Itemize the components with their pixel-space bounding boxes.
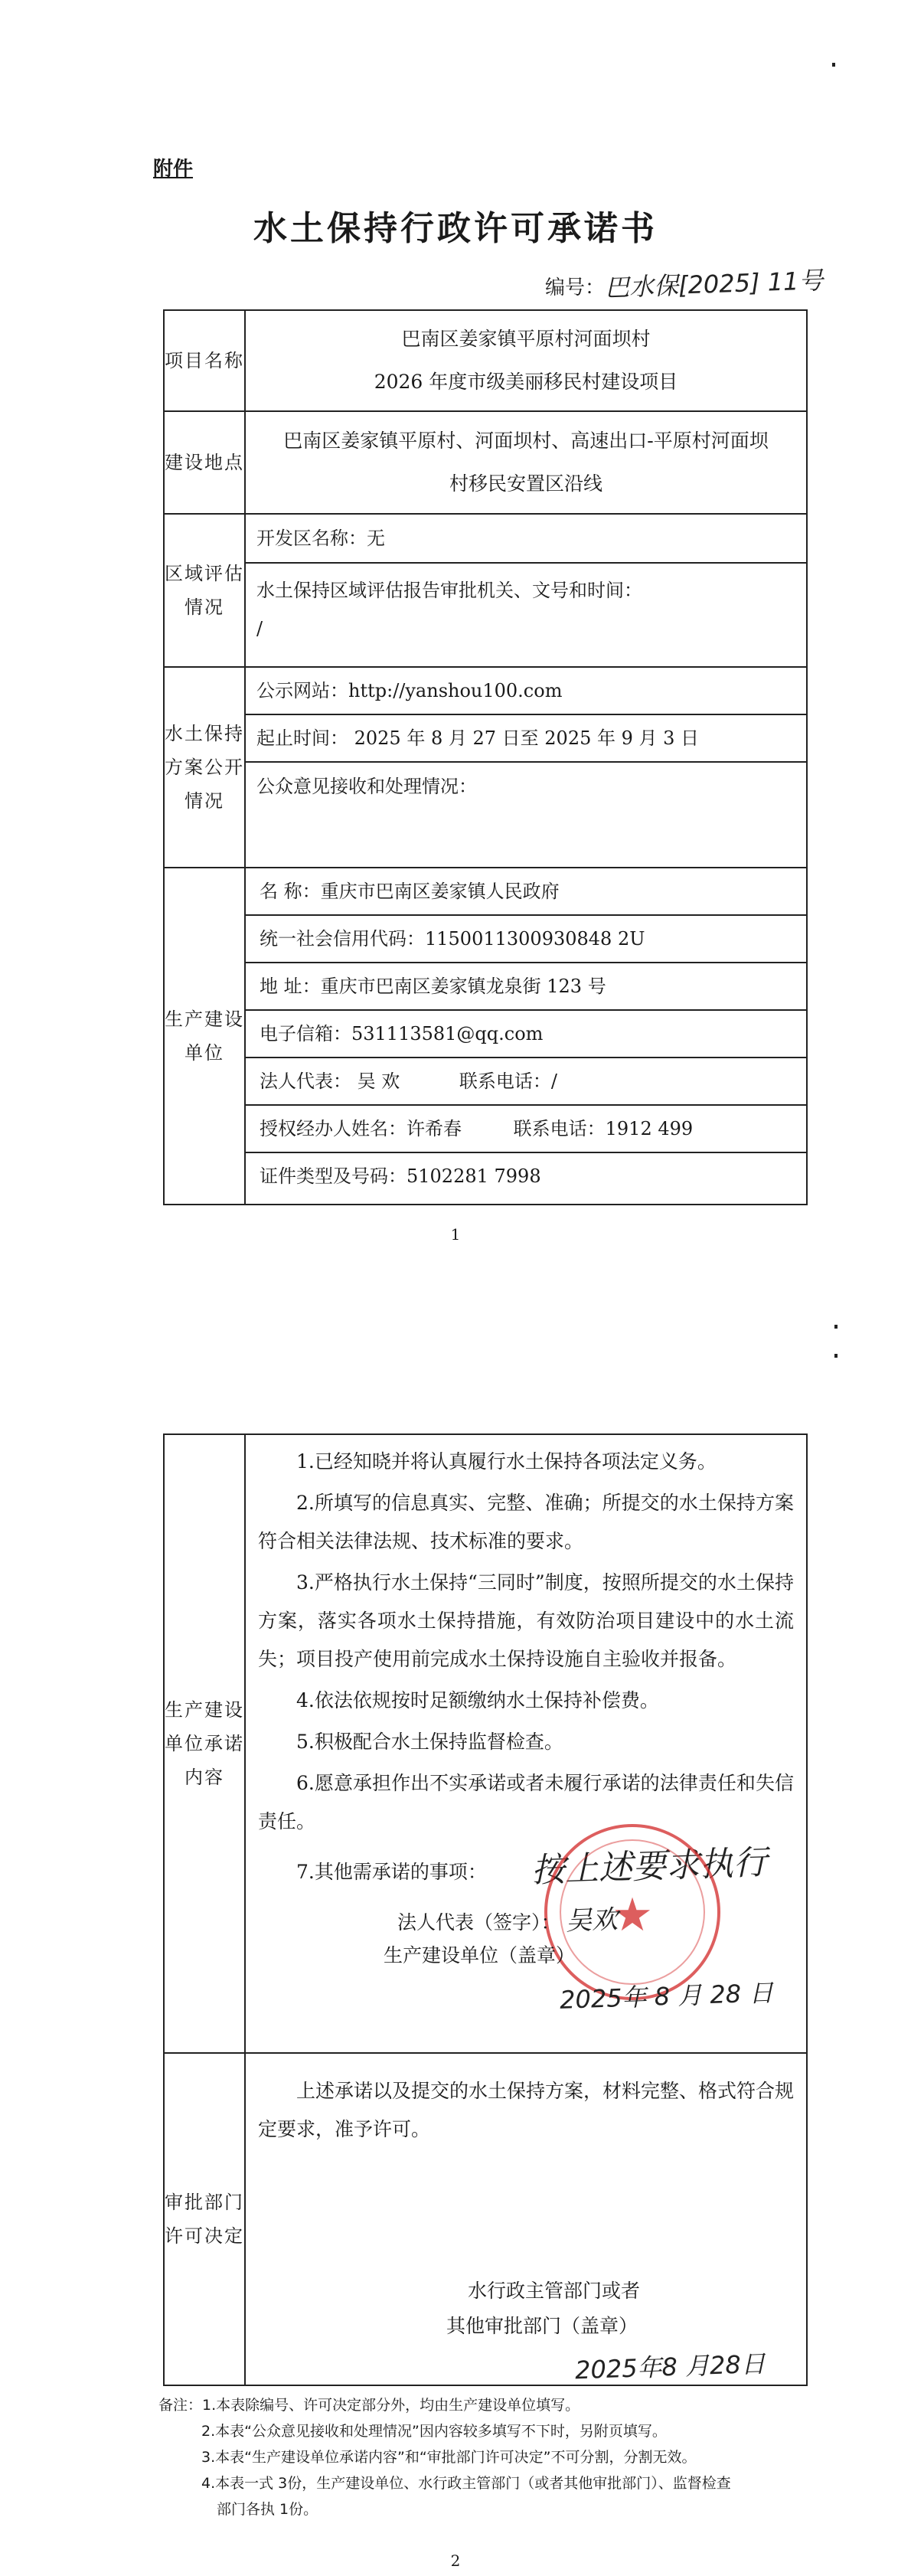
builder-legal-rep-line (246, 1058, 806, 1106)
scan-speck (832, 63, 835, 67)
builder-cell (245, 868, 807, 1205)
row-project-name (164, 310, 807, 411)
builder-address: 地 址：重庆市巴南区姜家镇龙泉街 123 号 (246, 963, 806, 1011)
builder-name: 名 称：重庆市巴南区姜家镇人民政府 (246, 868, 806, 916)
builder-agent-line (246, 1106, 806, 1153)
approval-cell (245, 2053, 807, 2385)
eval-report-value: / (256, 618, 263, 639)
document-number (545, 265, 823, 300)
row-builder (164, 868, 807, 1205)
commitment-item: 4.依法依规按时足额缴纳水土保持补偿费。 (296, 1689, 659, 1711)
approval-date-handwritten: 2025年8 月28日 (574, 2349, 766, 2385)
public-opinions-label: 公众意见接收和处理情况： (256, 776, 477, 797)
location-line-1: 巴南区姜家镇平原村、河面坝村、高速出口-平原村河面坝 (283, 430, 769, 452)
commitment-item: 1.已经知晓并将认真履行水土保持各项法定义务。 (296, 1450, 717, 1473)
approval-label: 审批部门许可决定 (164, 2053, 245, 2385)
page-number-1: 1 (450, 1225, 461, 1244)
builder-agent: 授权经办人姓名：许希春 (260, 1118, 462, 1139)
note-line: 部门各执 1份。 (217, 2501, 318, 2518)
page-number-2: 2 (450, 2551, 461, 2570)
note-line: 4.本表一式 3份，生产建设单位、水行政主管部门（或者其他审批部门）、监督检查 (201, 2475, 731, 2492)
commitment-table (163, 1433, 808, 2386)
approval-authority-line-1: 水行政主管部门或者 (468, 2280, 641, 2302)
legal-rep-sign-line (397, 1899, 618, 1937)
eval-report-label: 水土保持区域评估报告审批机关、文号和时间： (256, 580, 642, 601)
builder-label: 生产建设单位 (164, 868, 245, 1205)
commitment-item: 5.积极配合水土保持监督检查。 (296, 1731, 563, 1753)
unit-seal-label: 生产建设单位（盖章） (384, 1944, 576, 1966)
project-name-line-2: 2026 年度市级美丽移民村建设项目 (374, 371, 678, 393)
scan-speck (834, 1325, 838, 1329)
location-label: 建设地点 (164, 411, 245, 514)
legal-rep-signature: 吴欢 (565, 1904, 619, 1937)
regional-eval-cell (245, 514, 807, 667)
row-approval (164, 2053, 807, 2385)
note-line: 2.本表“公众意见接收和处理情况”因内容较多填写不下时，另附页填写。 (201, 2423, 667, 2440)
scan-speck (834, 1354, 838, 1358)
notes-block (158, 2392, 731, 2522)
dev-zone-name: 开发区名称：无 (246, 515, 806, 564)
builder-agent-phone: 联系电话：1912 499 (513, 1118, 694, 1139)
row-commitments (164, 1434, 807, 2053)
commitment-item: 2.所填写的信息真实、完整、准确；所提交的水土保持方案符合相关法律法规、技术标准的要求。 (258, 1492, 794, 1552)
approval-text: 上述承诺以及提交的水土保持方案，材料完整、格式符合规定要求，准予许可。 (258, 2080, 795, 2140)
location-line-2: 村移民安置区沿线 (449, 472, 602, 495)
page-2 (0, 1302, 911, 2576)
commitment-cell (245, 1434, 807, 2053)
project-name-cell (245, 310, 807, 411)
project-name-line-1: 巴南区姜家镇平原村河面坝村 (401, 328, 651, 350)
location-cell (245, 411, 807, 514)
builder-id-doc: 证件类型及号码：5102281 7998 (260, 1165, 541, 1187)
approval-authority-line-2: 其他审批部门（盖章） (446, 2315, 638, 2337)
builder-credit-code: 统一社会信用代码：1150011300930848 2U (246, 916, 806, 963)
project-name-label: 项目名称 (164, 310, 245, 411)
number-handwritten: 巴水保[2025] 11号 (604, 266, 824, 302)
builder-legal-rep: 法人代表： 吴 欢 (260, 1071, 400, 1092)
regional-eval-label: 区域评估情况 (164, 514, 245, 667)
commitment-list (246, 1435, 806, 1891)
commitment-item: 3.严格执行水土保持“三同时”制度，按照所提交的水土保持方案，落实各项水土保持措施，有效防治项目建设中的水土流失；项目投产使用前完成水土保持设施自主验收并报备。 (258, 1571, 794, 1670)
disclosure-period: 起止时间： 2025 年 8 月 27 日至 2025 年 9 月 3 日 (246, 715, 806, 763)
other-commitment-label: 7.其他需承诺的事项： (296, 1861, 487, 1883)
attachment-label: 附件 (153, 158, 194, 181)
public-disclosure-label: 水土保持方案公开情况 (164, 667, 245, 868)
row-regional-eval (164, 514, 807, 667)
commitment-item: 6.愿意承担作出不实承诺或者未履行承诺的法律责任和失信责任。 (258, 1772, 794, 1832)
builder-legal-phone: 联系电话：/ (459, 1071, 557, 1092)
row-location (164, 411, 807, 514)
commitment-date-handwritten: 2025年 8 月 28 日 (559, 1978, 774, 2015)
commitment-label: 生产建设单位承诺内容 (164, 1434, 245, 2053)
document-title: 水土保持行政许可承诺书 (253, 209, 658, 248)
disclosure-website: 公示网站：http://yanshou100.com (246, 668, 806, 715)
number-label: 编号： (545, 276, 606, 299)
row-public-disclosure (164, 667, 807, 868)
other-commitment-handwritten: 按上述要求执行 (530, 1842, 768, 1891)
public-disclosure-cell (245, 667, 807, 868)
builder-email: 电子信箱：531113581@qq.com (246, 1011, 806, 1058)
seal-star-icon: ★ (612, 1888, 653, 1942)
note-line: 备注：1.本表除编号、许可决定部分外，均由生产建设单位填写。 (158, 2397, 580, 2414)
note-line: 3.本表“生产建设单位承诺内容”和“审批部门许可决定”不可分割，分割无效。 (201, 2449, 697, 2466)
other-commitment-line (246, 1842, 806, 1891)
permit-info-table (163, 309, 808, 1205)
legal-rep-sign-label: 法人代表（签字）： (397, 1911, 560, 1934)
